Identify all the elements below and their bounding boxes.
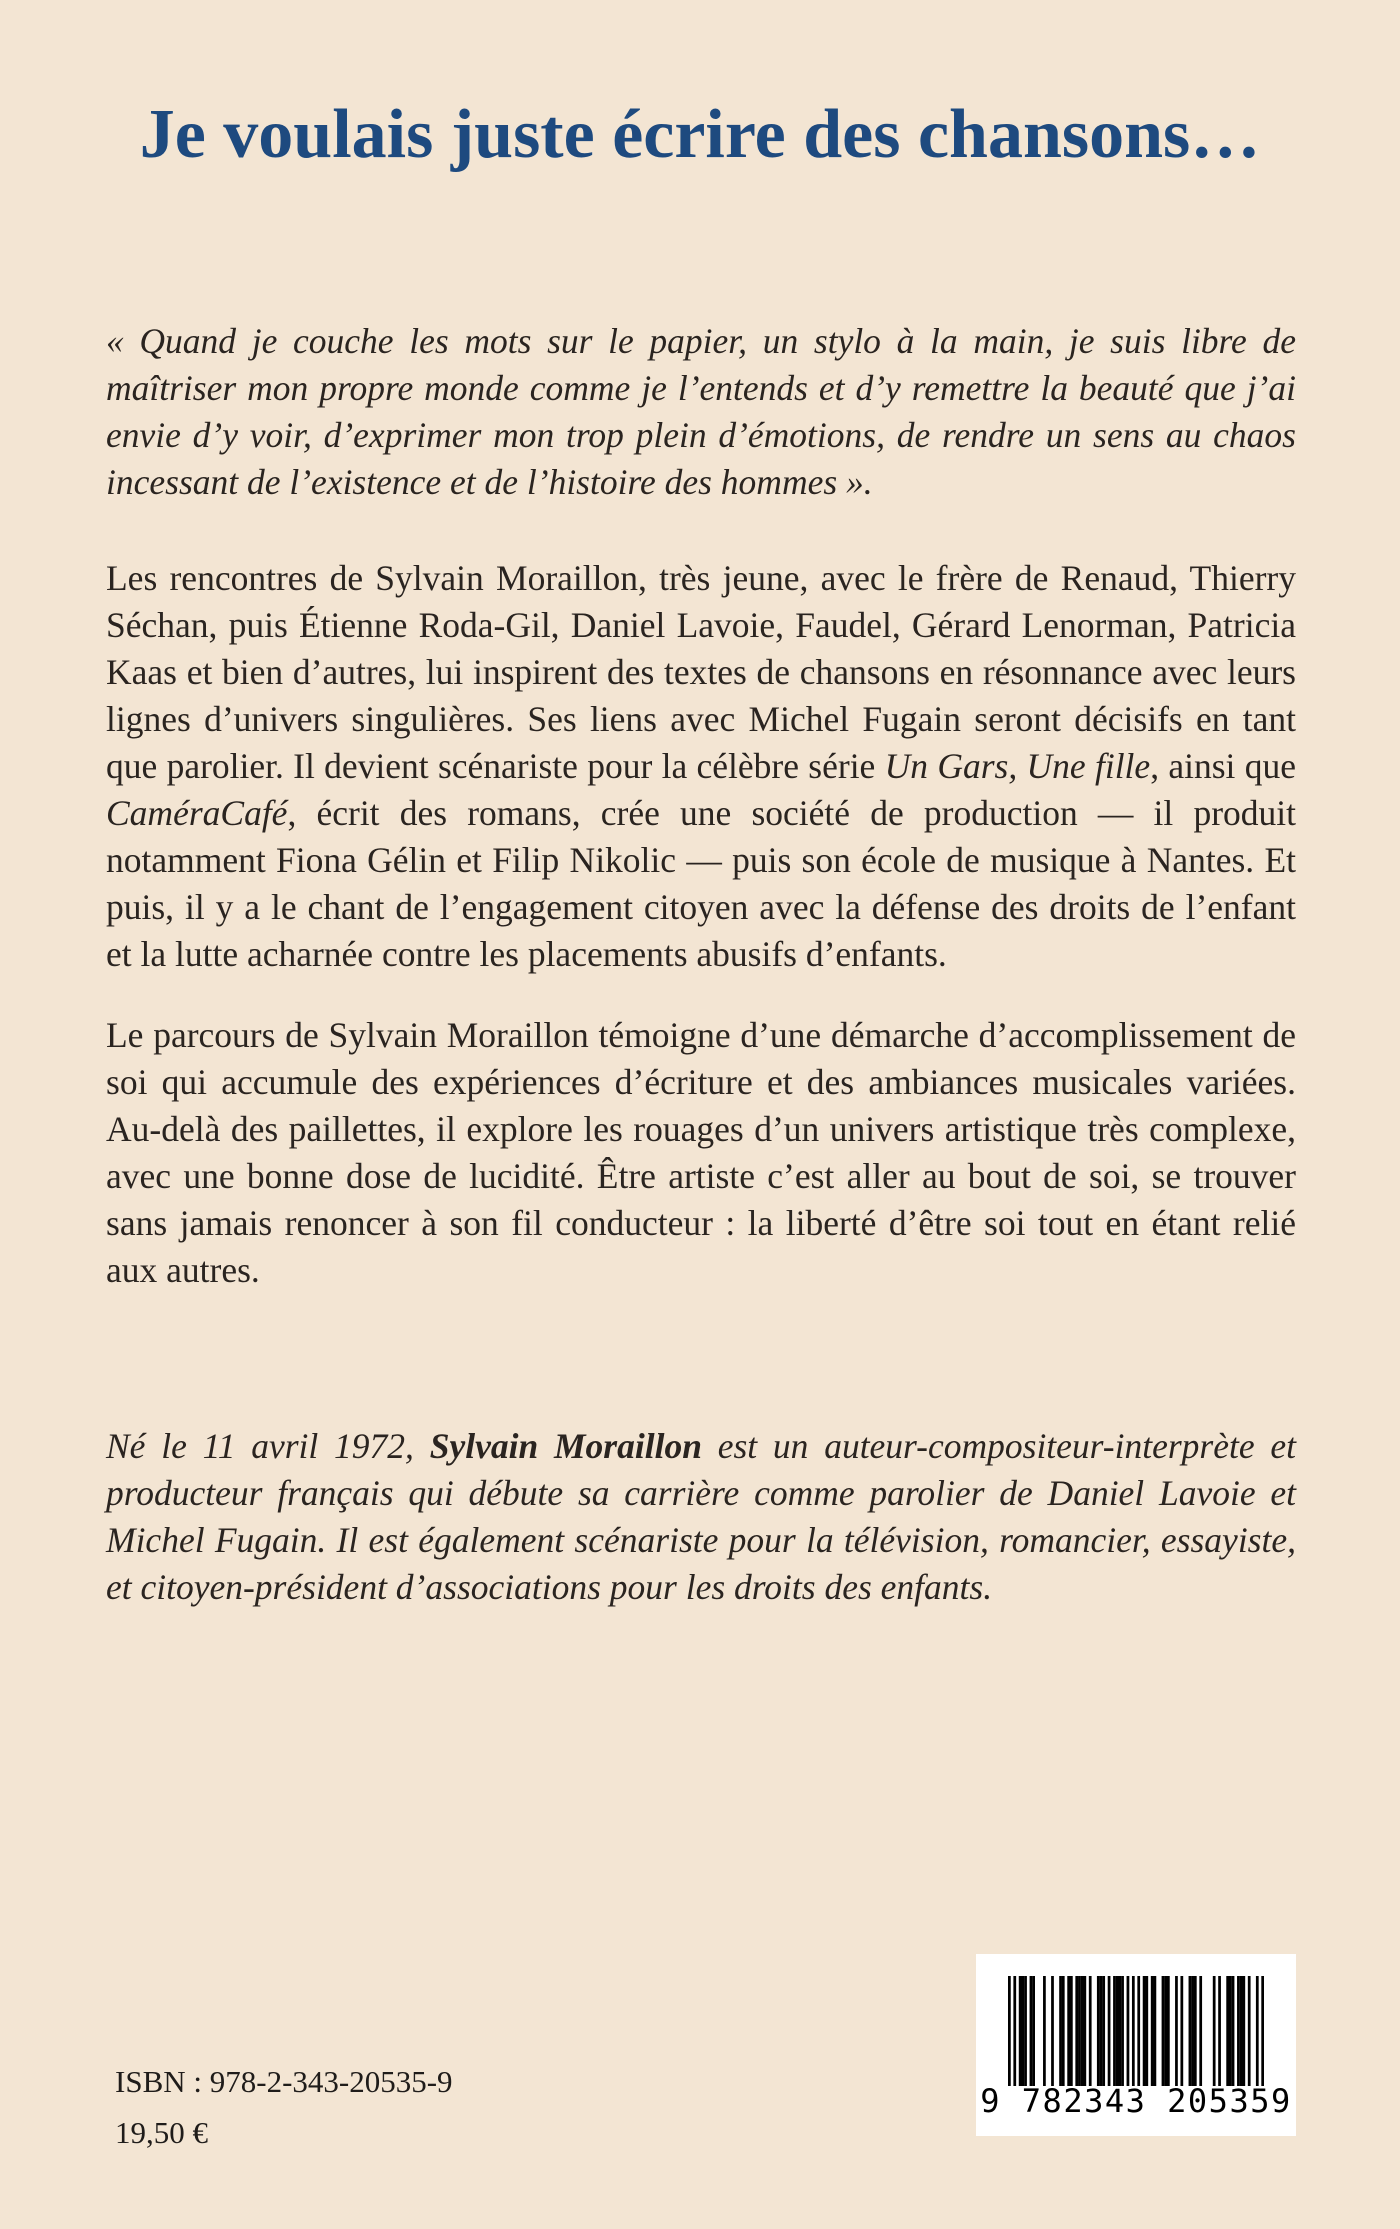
barcode-bar: [1108, 1976, 1111, 2086]
series-title-camera-cafe: CaméraCafé: [106, 793, 288, 833]
barcode-bar: [1121, 1976, 1124, 2086]
barcode-bar: [1024, 1976, 1027, 2086]
bio-text-b: est un auteur-compositeur-interprète et producteur français qui débute sa carrière comme parolier de Daniel Lavoie et Michel Fugain. Il est également scénariste pour la télévision, romancier, essayiste, et citoyen-président d’associations pour les droits des enfants.: [106, 1426, 1296, 1607]
bio-text-a: Né le 11 avril 1972,: [106, 1426, 430, 1466]
barcode-bar: [1154, 1976, 1157, 2086]
barcode-bar: [1191, 1976, 1194, 2086]
barcode-bar: [1100, 1976, 1103, 2086]
barcode-bar: [1167, 1976, 1170, 2086]
barcode-bar: [1143, 1976, 1146, 2086]
barcode-bar: [1081, 1976, 1084, 2086]
barcode-bar: [1116, 1976, 1119, 2086]
barcode-bar: [1218, 1976, 1221, 2086]
barcode-bar: [1078, 1976, 1081, 2086]
barcode-bar: [1030, 1976, 1033, 2086]
summary-text-c: , écrit des romans, crée une société de production — il produit notamment Fiona Gélin et Filip Nikolic — puis son école de musique à Nantes. Et puis, il y a le chant de l’engagement citoyen avec la défense des droits de l’enfant et la lutte acharnée contre les placements abusifs d’enfants.: [106, 793, 1296, 974]
barcode-bar: [1083, 1976, 1086, 2086]
barcode-bar: [1256, 1976, 1259, 2086]
barcode-bar: [1021, 1976, 1024, 2086]
barcode-bar: [1213, 1976, 1216, 2086]
barcode-bar: [1240, 1976, 1243, 2086]
isbn: ISBN : 978-2-343-20535-9: [115, 2064, 453, 2099]
barcode-bar: [1248, 1976, 1251, 2086]
barcode-bar: [1059, 1976, 1062, 2086]
barcode-bar: [1089, 1976, 1092, 2086]
barcode-bar: [1070, 1976, 1073, 2086]
barcode-bar: [1180, 1976, 1183, 2086]
barcode-bar: [1199, 1976, 1202, 2086]
barcode-bar: [1051, 1976, 1054, 2086]
barcode-bar: [1132, 1976, 1135, 2086]
barcode-digits: 9 782343 205359: [980, 2082, 1292, 2120]
barcode-bar: [1242, 1976, 1245, 2086]
barcode-bar: [1013, 1976, 1016, 2086]
barcode-bar: [1067, 1976, 1070, 2086]
barcode-bar: [1226, 1976, 1229, 2086]
barcode-bar: [1229, 1976, 1232, 2086]
barcode-bar: [1062, 1976, 1065, 2086]
author-name: Sylvain Moraillon: [429, 1426, 702, 1466]
barcode-bar: [1118, 1976, 1121, 2086]
barcode-bar: [1145, 1976, 1148, 2086]
barcode-bar: [1127, 1976, 1130, 2086]
author-quote: « Quand je couche les mots sur le papier, un stylo à la main, je suis libre de maîtriser mon propre monde comme je l’entends et d’y remettre la beauté que j’ai envie d’y voir, d’exprimer mon trop plein d’émotions, de rendre un sens au chaos incessant de l’existence et de l’histoire des hommes ».: [106, 321, 1296, 502]
summary-paragraph-2: Le parcours de Sylvain Moraillon témoigne d’une démarche d’accomplissement de soi qui accumule des expériences d’écriture et des ambiances musicales variées. Au-delà des paillettes, il explore les rouages d’un univers artistique très complexe, avec une bonne dose de lucidité. Être artiste c’est aller au bout de soi, se trouver sans jamais renoncer à son fil conducteur : la liberté d’être soi tout en étant relié aux autres.: [106, 1015, 1296, 1290]
barcode-bar: [1075, 1976, 1078, 2086]
barcode-bar: [1164, 1976, 1167, 2086]
barcode-bar: [1137, 1976, 1140, 2086]
price: 19,50 €: [115, 2115, 208, 2150]
barcode-bar: [1232, 1976, 1235, 2086]
barcode-bar: [1019, 1976, 1022, 2086]
series-title-un-gars-une-fille: Un Gars, Une fille: [884, 746, 1151, 786]
barcode-bar: [1175, 1976, 1178, 2086]
barcode-bar: [1102, 1976, 1105, 2086]
barcode-bar: [1032, 1976, 1035, 2086]
barcode-bar: [1162, 1976, 1165, 2086]
summary-text-b: , ainsi que: [1150, 746, 1296, 786]
barcode-bar: [1113, 1976, 1116, 2086]
barcode-bar: [1194, 1976, 1197, 2086]
book-title: Je voulais juste écrire des chansons…: [139, 96, 1261, 173]
barcode-bar: [1043, 1976, 1046, 2086]
barcode-bars: [1008, 1976, 1264, 2086]
barcode-bar: [1097, 1976, 1100, 2086]
barcode-bar: [1237, 1976, 1240, 2086]
summary-paragraph-1: [106, 555, 1296, 978]
barcode-bar: [1008, 1976, 1011, 2086]
barcode-bar: [1261, 1976, 1264, 2086]
barcode-bar: [1151, 1976, 1154, 2086]
barcode: [976, 1954, 1296, 2136]
summary-text-a: Les rencontres de Sylvain Moraillon, très jeune, avec le frère de Renaud, Thierry Séchan, puis Étienne Roda-Gil, Daniel Lavoie, Faudel, Gérard Lenorman, Patricia Kaas et bien d’autres, lui inspirent des textes de chansons en résonnance avec leurs lignes d’univers singulières. Ses liens avec Michel Fugain seront décisifs en tant que parolier. Il devient scénariste pour la célèbre série: [106, 558, 1296, 786]
author-bio: [106, 1423, 1296, 1611]
barcode-bar: [1189, 1976, 1192, 2086]
